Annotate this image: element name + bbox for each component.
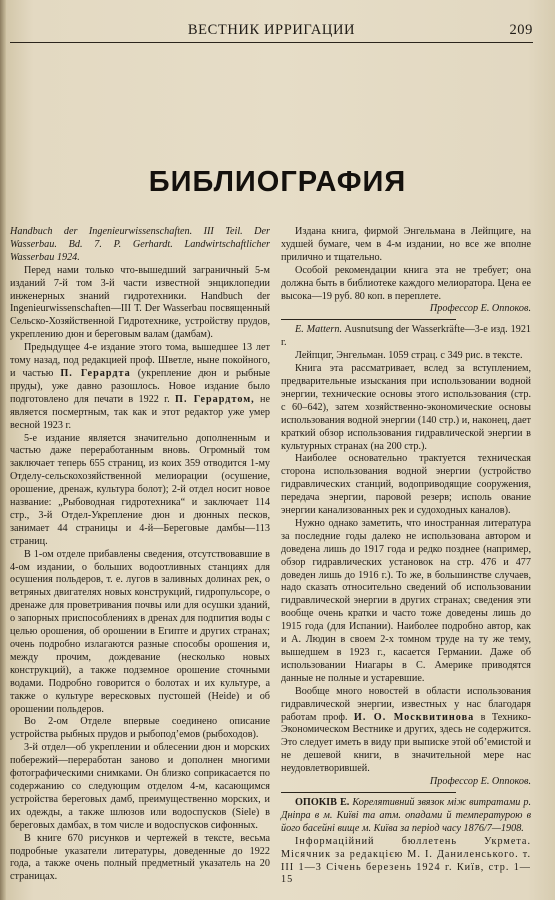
page-number: 209 <box>509 22 533 38</box>
person-name: П. Герардта <box>60 367 131 379</box>
review-3-citation <box>281 797 531 836</box>
review-1-paragraph: В книге 670 рисунков и чертежей в тексте, весьма подробные указатели литературы, доведенные до 1922 года, а также очень полный предметный указатель на 20 страницах. <box>10 832 270 883</box>
left-column <box>10 226 270 884</box>
author-name: E. Mattern. <box>295 324 343 336</box>
text-run: Вообще много новостей в области использования гидравлической энергии, известных у нас благодаря работам проф. <box>281 685 531 723</box>
text-run: Корелятивний звязок між витратами р. Дніпра в м. Київі та атм. опадами й температурою в його басейні вище м. Київа за період часу 1876/7—1908. <box>281 796 531 834</box>
text-run: (укрепление дюн и рыбные пруды), уже давно разошлось. Новое издание было подготовлено для печати в 1922 г. <box>10 367 270 405</box>
review-1-paragraph: Издана книга, фирмой Энгельмана в Лейпциге, на худшей бумаге, чем в 4-м издании, но все же вполне прилично и тщательно. <box>281 226 531 263</box>
review-1-paragraph: 3-й отдел—об укреплении и облесении дюн и морских побережий—переработан заново и дополнен многими фотографическими снимками. Он близко соприкасается по содержанию со следующим отделом 4-м, касающимся устройства береговых дамб, преимущественно морских, и их одежды, а также шлюзов или водоспусков (Siele) в береговых дамбах, в том числе и водоспусков сифонных. <box>10 742 270 831</box>
review-1-paragraph: Перед нами только что-вышедший заграничный 5-м изданий 7-й том 3-й части известной энциклопедии инженерных знаний гидротехники. Handbuch der Ingenieurwissenschaften—III Т. Der Wasserbau посвященный Сельско-Хозяйственной Гидротехнике, устройству прудов, укреплению дюн и береговым валам (дамбам). <box>10 264 270 341</box>
divider-rule <box>281 319 456 320</box>
review-1-paragraph: 5-е издание является значительно дополненным и частью даже переработанным вновь. Огромный том заключает теперь 655 страниц, из коих 359 отводится 1-му Отделу-сельскохозяйственной мелиорации (осушение, орошение, дренаж, культура болот); 2-й отдел носит новое название: „Рыбоводная гидротехника“ и заключает 114 стр., 3-й Отдел-Укрепление дюн и дюнных песков, занимает 44 страницы и 4-й—Береговые дамбы—113 страниц. <box>10 432 270 547</box>
review-1-paragraph: Особой рекомендации книга эта не требует; она должна быть в библиотеке каждого мелиоратора. Цена ее высока—19 руб. 80 коп. в переплете. <box>281 264 531 302</box>
book-spine-shadow <box>0 0 6 900</box>
review-2-paragraph <box>281 686 531 776</box>
text-run: в Технико-Экономическом Вестнике и других, здесь не содержится. Это следует иметь в виду при выписке этой об’емистой и не дешевой книги, в значительной мере нас неудовлетворившей. <box>281 711 531 775</box>
review-2-citation <box>281 324 531 350</box>
section-title: БИБЛИОГРАФИЯ <box>148 166 407 198</box>
text-run: Ausnutsung der Wasserkräfte—3-e изд. 1921 г. <box>281 324 532 349</box>
running-header <box>10 20 533 43</box>
journal-title: ВЕСТНИК ИРРИГАЦИИ <box>187 22 356 38</box>
text-run: Предыдущее 4-е издание этого тома, вышедшее 13 лет тому назад, под редакцией проф. Шветле, ныне покойного, и частью <box>10 342 270 379</box>
review-1-paragraph <box>10 342 270 432</box>
review-2-paragraph: Книга эта рассматривает, вслед за вступлением, предварительные изыскания при использовании водной энергии, технические основы этого использования (стр. с 60–642), затем хозяйственно-экономические основы использования водной энергии (140 стр.) и, наконец, дает краткий обзор использования гидравлической энергии в культурных странах (на 200 стр.). <box>281 363 531 452</box>
reviewer-signature: Профессор Е. Оппоков. <box>429 776 531 788</box>
divider-rule <box>281 792 456 793</box>
review-3-paragraph: Інформаційний бюллетень Укрмета. Місячник за редакцією М. І. Даниленського. т. III 1—3 Січень березень 1924 г. Київ, стр. 1—15 <box>281 835 531 886</box>
right-column <box>281 226 531 887</box>
review-2-paragraph: Нужно однако заметить, что иностранная литература за последние годы далеко не использована автором и доведена лишь до 1917 года и редко позднее (например, обзор гидравлических установок на стр. 476 и 477 доведен лишь до 1916 г.). То же, в большинстве случаев, надо сказать относительно сведений об использовании гидравлической энергии в других странах; сведения эти вообще очень кратки и часто тоже доведены лишь до 1915 года (для Испании). Наиболее подробно автор, как и А. Людин в своем 2-х томном труде на ту же тему, вышедшем в 1923 г., касается Германии. Даже об использовании Ниагары в С. Америке приводятся данные не полные и устаревшие. <box>281 517 531 684</box>
review-2-paragraph: Лейпциг, Энгельман. 1059 страц. с 349 рис. в тексте. <box>295 350 523 362</box>
review-1-citation: Handbuch der Ingenieurwissenschaften. III Teil. Der Wasserbau. Bd. 7. P. Gerhardt. Landwirtschaftlicher Wasserbau 1924. <box>10 226 270 263</box>
review-1-paragraph: Во 2-ом Отделе впервые соединено описание устройства рыбных прудов и рыбопод’емов (рыбоходов). <box>10 716 270 741</box>
review-2-paragraph: Наиболее основательно трактуется техническая сторона использования водной энергии (устройство гидравлических станций, водоприводящие сооружения, передача энергии, паровой резерв; исполь ование энергии канализованных рек и судоходных каналов). <box>281 453 531 517</box>
reviewer-signature: Профессор Е. Оппоков. <box>429 303 531 315</box>
text-run: не является посмертным, так как и этот редактор уже умер весной 1923 г. <box>10 393 270 431</box>
person-name: П. Герардтом, <box>175 393 255 405</box>
person-name: И. О. Москвитинова <box>353 711 475 723</box>
author-name: ОПОКІВ Е. <box>295 796 350 808</box>
review-1-paragraph: В 1-ом отделе прибавлены сведения, отсутствовавшие в 4-ом издании, о больших водоотливных станциях для осушения польдеров, т. е. лугов в заливных долинах рек, о ветряных двигателях новых конструкций, гидропульсоре, о дренаже для проветривания почвы или для осушки зданий, о запорных приспособлениях в дренах для подпития воды с целью орошения, об орошении в Египте и других странах; очень подробно излагаются разные способы орошения и, между прочим, дождевание (несколько новых конструкций), а также подземное орошение сточными водами. Подробно говорится о болотах и их культуре, а также о культуре вересковых пустошей (Heide) и об орошении польдеров. <box>10 548 270 715</box>
